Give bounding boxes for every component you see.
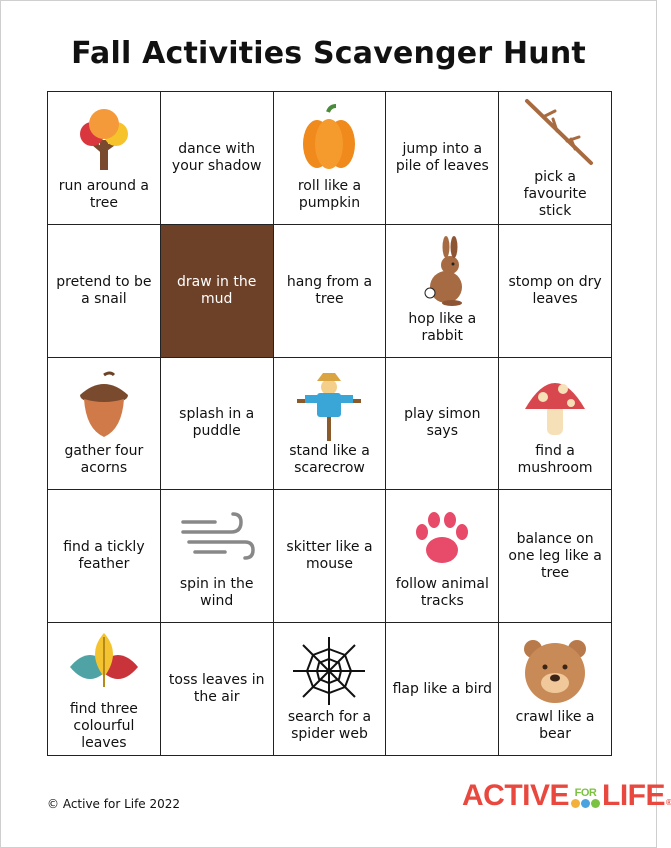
scavenger-grid [47, 91, 612, 756]
activity-cell [499, 225, 612, 358]
activity-label: roll like a pumpkin [297, 177, 362, 211]
activity-cell [499, 358, 612, 491]
activity-label: play simon says [404, 406, 481, 440]
activity-label: search for a spider web [287, 709, 372, 743]
activity-label: stomp on dry leaves [508, 273, 602, 307]
activity-label: toss leaves in the air [168, 672, 265, 706]
logo-registered-mark: ® [666, 798, 671, 807]
leaves-icon [62, 627, 146, 699]
activity-cell [386, 92, 499, 225]
activity-label: skitter like a mouse [286, 539, 373, 573]
activity-label: pick a favourite stick [523, 169, 587, 220]
scarecrow-icon [287, 369, 371, 441]
activity-cell [161, 92, 274, 225]
autumn-tree-icon [62, 104, 146, 176]
activity-cell [48, 92, 161, 225]
activity-label: draw in the mud [177, 273, 257, 307]
activity-label: find a tickly feather [63, 539, 145, 573]
logo-dot [581, 799, 590, 808]
activity-cell [161, 225, 274, 358]
mushroom-icon [513, 369, 597, 441]
activity-label: find a mushroom [517, 443, 593, 477]
logo-word-life: LIFE [602, 779, 666, 812]
stick-icon [513, 95, 597, 167]
activity-label: dance with your shadow [171, 140, 262, 174]
activity-cell [48, 490, 161, 623]
copyright-text: © Active for Life 2022 [47, 797, 181, 811]
activity-label: balance on one leg like a tree [508, 530, 602, 581]
logo-dots [571, 799, 600, 808]
activity-cell [386, 623, 499, 756]
activity-label: stand like a scarecrow [289, 443, 370, 477]
activity-cell [48, 225, 161, 358]
spider-web-icon [287, 635, 371, 707]
logo-word-for: FOR [574, 787, 597, 799]
activity-label: jump into a pile of leaves [395, 140, 489, 174]
activity-cell [386, 225, 499, 358]
activity-label: crawl like a bear [515, 709, 595, 743]
activity-cell [499, 490, 612, 623]
activity-cell [274, 358, 387, 491]
activity-label: flap like a bird [392, 680, 492, 697]
activity-cell [499, 92, 612, 225]
page-title: Fall Activities Scavenger Hunt [71, 36, 586, 71]
activity-label: spin in the wind [179, 576, 254, 610]
acorn-icon [62, 369, 146, 441]
logo-dot [591, 799, 600, 808]
activity-cell [499, 623, 612, 756]
activity-cell [161, 490, 274, 623]
activity-label: hop like a rabbit [408, 310, 477, 344]
activity-cell [274, 490, 387, 623]
logo-dot [571, 799, 580, 808]
bear-icon [513, 635, 597, 707]
active-for-life-logo [462, 779, 671, 813]
activity-label: gather four acorns [64, 443, 144, 477]
activity-cell [274, 225, 387, 358]
activity-label: find three colourful leaves [69, 700, 138, 751]
activity-cell [274, 92, 387, 225]
activity-label: follow animal tracks [395, 576, 489, 610]
activity-label: hang from a tree [286, 273, 373, 307]
logo-middle [571, 788, 600, 813]
activity-cell [161, 623, 274, 756]
activity-cell [386, 358, 499, 491]
paw-print-icon [400, 502, 484, 574]
activity-cell [161, 358, 274, 491]
activity-label: run around a tree [58, 177, 149, 211]
activity-cell [274, 623, 387, 756]
activity-cell [48, 623, 161, 756]
activity-cell [48, 358, 161, 491]
activity-label: splash in a puddle [179, 406, 255, 440]
rabbit-icon [400, 237, 484, 309]
pumpkin-icon [287, 104, 371, 176]
activity-cell [386, 490, 499, 623]
activity-label: pretend to be a snail [56, 273, 152, 307]
logo-word-active: ACTIVE [462, 779, 570, 812]
wind-icon [175, 502, 259, 574]
